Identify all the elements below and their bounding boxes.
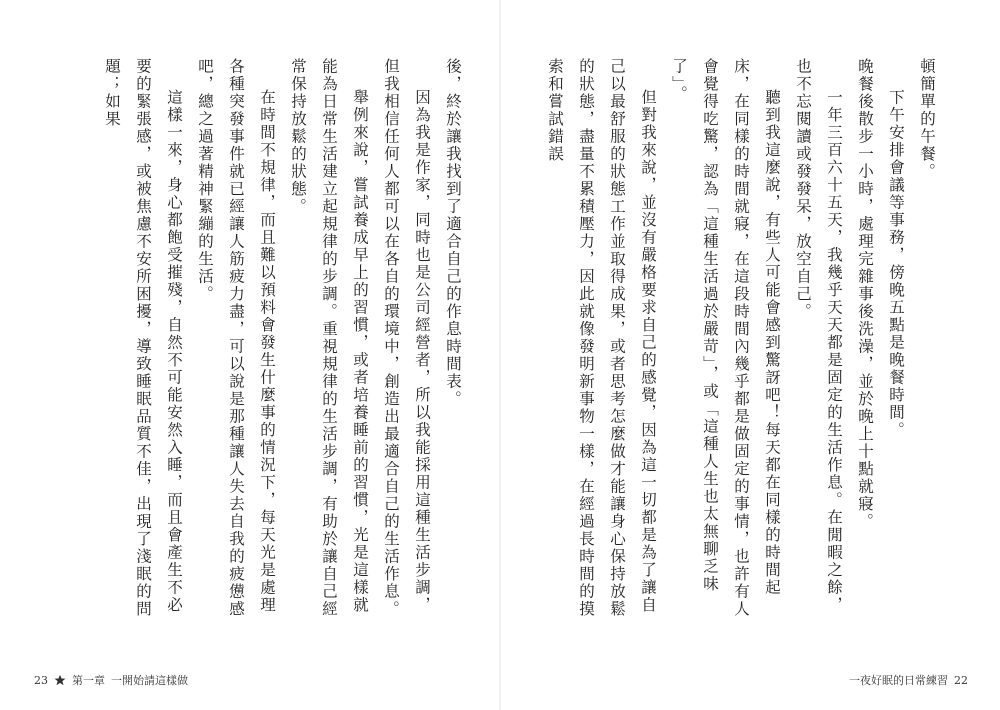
paragraph: 下午安排會議等事務，傍晚五點是晚餐時間。	[887, 89, 905, 439]
paragraph: 後，終於讓我找到了適合自己的作息時間表。	[444, 58, 462, 408]
paragraph: 一年三百六十五天，我幾乎天天都是固定的生活作息。在閒暇之餘，也不忘閱讀或發發呆，放空自己。	[794, 58, 843, 614]
paragraph: 晚餐後散步一小時，處理完雜事後洗澡，並於晚上十點就寢。	[856, 58, 874, 531]
right-page	[500, 0, 1000, 710]
paragraph: 這樣一來，身心都飽受摧殘，自然不可能安然入睡，而且會產生不必要的緊張感，或被焦慮不安所困擾，導致睡眠品質不佳，出現了淺眠的問題；如果	[103, 58, 183, 618]
right-page-body	[542, 58, 942, 618]
left-page-footer	[34, 672, 188, 688]
paragraph: 但對我來說，並沒有嚴格要求自己的感覺，因為這一切都是為了讓自己以最舒服的狀態工作並取得成果，或者思考怎麼做才能讓身心保持放鬆的狀態，盡量不累積壓力，因此就像發明新事物一樣，在經過長時間的摸索和嘗試錯誤	[546, 58, 657, 618]
paragraph: 在時間不規律，而且難以預料會發生什麼事的情況下，每天光是處理各種突發事件就已經讓人筋疲力盡，可以說是那種讓人失去自我的疲憊感吧，總之過著精神緊繃的生活。	[196, 58, 276, 618]
paragraph: 聽到我這麼說，有些人可能會感到驚訝吧！每天都在同樣的時間起床，在同樣的時間就寢，在這段時間內幾乎都是做固定的事情，也許有人會覺得吃驚，認為「這種生活過於嚴苛」，或「這種人生也太無聊乏味了」。	[670, 58, 781, 618]
left-page-body	[28, 58, 468, 618]
paragraph: 頓簡單的午餐。	[918, 58, 936, 181]
paragraph: 因為我是作家，同時也是公司經營者，所以我能採用這種生活步調，但我相信任何人都可以在各自的環境中，創造出最適合自己的生活作息。	[382, 58, 431, 618]
chapter-label: 第一章	[72, 674, 105, 687]
star-icon	[54, 674, 66, 686]
page-number: 22	[954, 673, 968, 687]
paragraph: 舉例來說，嘗試養成早上的習慣，或者培養睡前的習慣，光是這樣就能為日常生活建立起規律的步調。重視規律的生活步調，有助於讓自己經常保持放鬆的狀態。	[289, 58, 369, 618]
book-title: 一夜好眠的日常練習	[849, 674, 948, 687]
right-page-footer	[849, 672, 968, 688]
chapter-title: 一開始請這樣做	[111, 674, 188, 687]
page-number: 23	[34, 673, 48, 687]
